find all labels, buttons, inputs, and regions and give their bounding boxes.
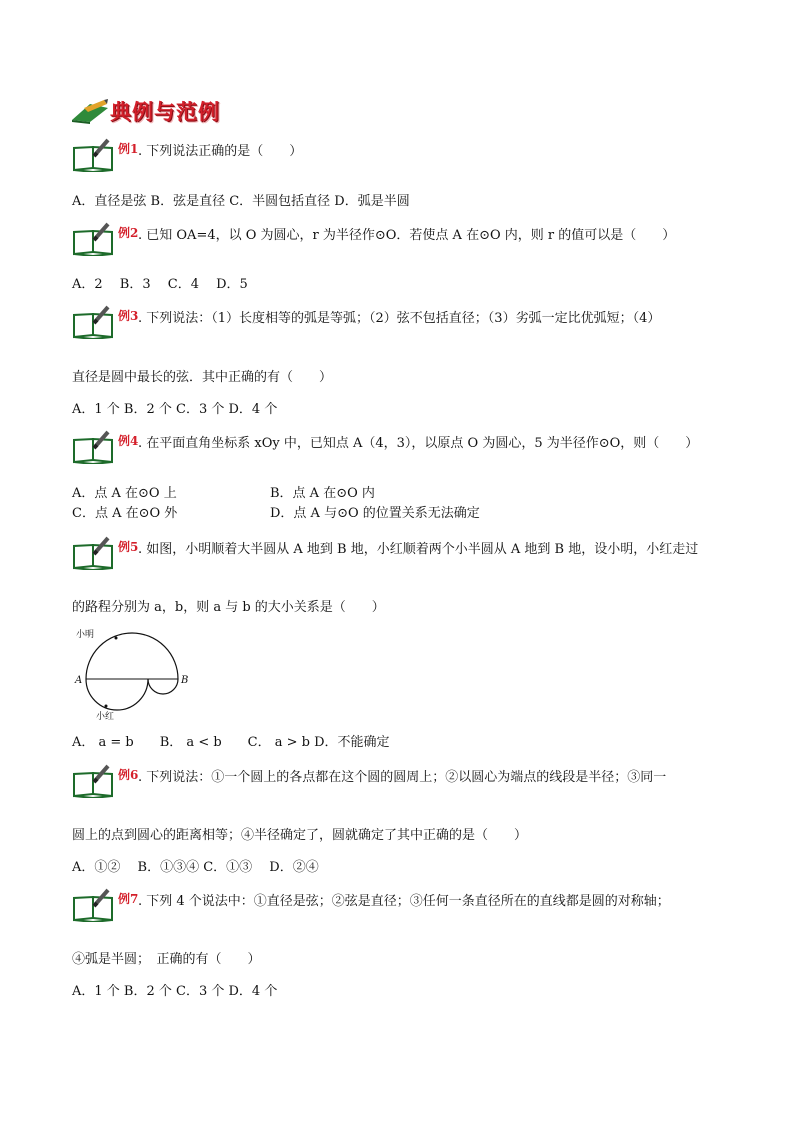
question-label: 例4 — [118, 434, 139, 448]
options-line: A．①② B．①③④ C．①③ D．②④ — [72, 860, 319, 875]
option-b: B．点 A 在⊙O 内 — [270, 486, 375, 501]
question-2 — [72, 222, 732, 256]
question-text: . 下列 4 个说法中：①直径是弦；②弦是直径；③任何一条直径所在的直线都是圆的对称轴； — [138, 894, 670, 909]
question-3 — [72, 305, 732, 339]
question-continuation: 圆上的点到圆心的距离相等；④半径确定了，圆就确定了其中正确的是（ ） — [72, 828, 528, 843]
question-label: 例7 — [118, 892, 139, 906]
small-semicircle-left — [86, 679, 148, 710]
question-continuation: 直径是圆中最长的弦．其中正确的有（ ） — [72, 370, 333, 385]
question-7 — [72, 888, 732, 922]
question-5 — [72, 536, 732, 570]
book-pen-icon — [72, 430, 116, 464]
question-text: . 已知 OA=4，以 O 为圆心，r 为半径作⊙O．若使点 A 在⊙O 内，则 r 的值可以是（ ） — [138, 228, 676, 243]
options-line: A． a = b B． a < b C． a > b D．不能确定 — [72, 735, 390, 750]
options-line: A．1 个 B．2 个 C．3 个 D．4 个 — [72, 402, 278, 417]
question-1 — [72, 138, 732, 172]
question-label: 例3 — [118, 309, 139, 323]
pencil-book-icon — [70, 98, 110, 124]
book-pen-icon — [72, 138, 116, 172]
label-point-b: B — [181, 675, 189, 686]
question-label: 例2 — [118, 226, 139, 240]
section-title: 典例与范例 — [110, 100, 220, 124]
question-text: . 在平面直角坐标系 xOy 中，已知点 A（4，3），以原点 O 为圆心，5 为半径作⊙O，则（ ） — [138, 436, 699, 451]
book-pen-icon — [72, 888, 116, 922]
section-header — [70, 96, 330, 124]
question-label: 例1 — [118, 142, 139, 156]
label-xiaohong: 小红 — [96, 712, 115, 722]
point-ming — [115, 637, 118, 640]
options-line: A．直径是弦 B．弦是直径 C．半圆包括直径 D．弧是半圆 — [72, 194, 410, 209]
question-text: . 下列说法正确的是（ ） — [138, 144, 303, 159]
question-text: . 如图，小明顺着大半圆从 A 地到 B 地，小红顺着两个小半圆从 A 地到 B 地，设小明，小红走过 — [138, 542, 699, 557]
book-pen-icon — [72, 222, 116, 256]
question-text: . 下列说法：①一个圆上的各点都在这个圆的圆周上；②以圆心为端点的线段是半径；③同一 — [138, 770, 667, 785]
option-c: C．点 A 在⊙O 外 — [72, 506, 178, 521]
question-4 — [72, 430, 732, 464]
book-pen-icon — [72, 764, 116, 798]
label-point-a: A — [75, 675, 83, 686]
option-a: A．点 A 在⊙O 上 — [72, 486, 177, 501]
question-label: 例5 — [118, 540, 139, 554]
book-pen-icon — [72, 536, 116, 570]
small-semicircle-right — [148, 679, 178, 694]
question-text: . 下列说法：（1）长度相等的弧是等弧；（2）弦不包括直径；（3）劣弧一定比优弧短；（4） — [138, 311, 661, 326]
question-label: 例6 — [118, 768, 139, 782]
semicircle-figure — [72, 624, 202, 724]
question-6 — [72, 764, 732, 798]
option-d: D．点 A 与⊙O 的位置关系无法确定 — [270, 506, 480, 521]
large-semicircle — [86, 633, 178, 679]
options-line: A．2 B．3 C．4 D．5 — [72, 277, 248, 292]
options-line: A．1 个 B．2 个 C．3 个 D．4 个 — [72, 984, 278, 999]
question-continuation: ④弧是半圆； 正确的有（ ） — [72, 952, 261, 967]
question-continuation: 的路程分别为 a，b，则 a 与 b 的大小关系是（ ） — [72, 600, 385, 615]
point-hong — [105, 705, 108, 708]
label-xiaoming: 小明 — [76, 630, 95, 640]
book-pen-icon — [72, 305, 116, 339]
